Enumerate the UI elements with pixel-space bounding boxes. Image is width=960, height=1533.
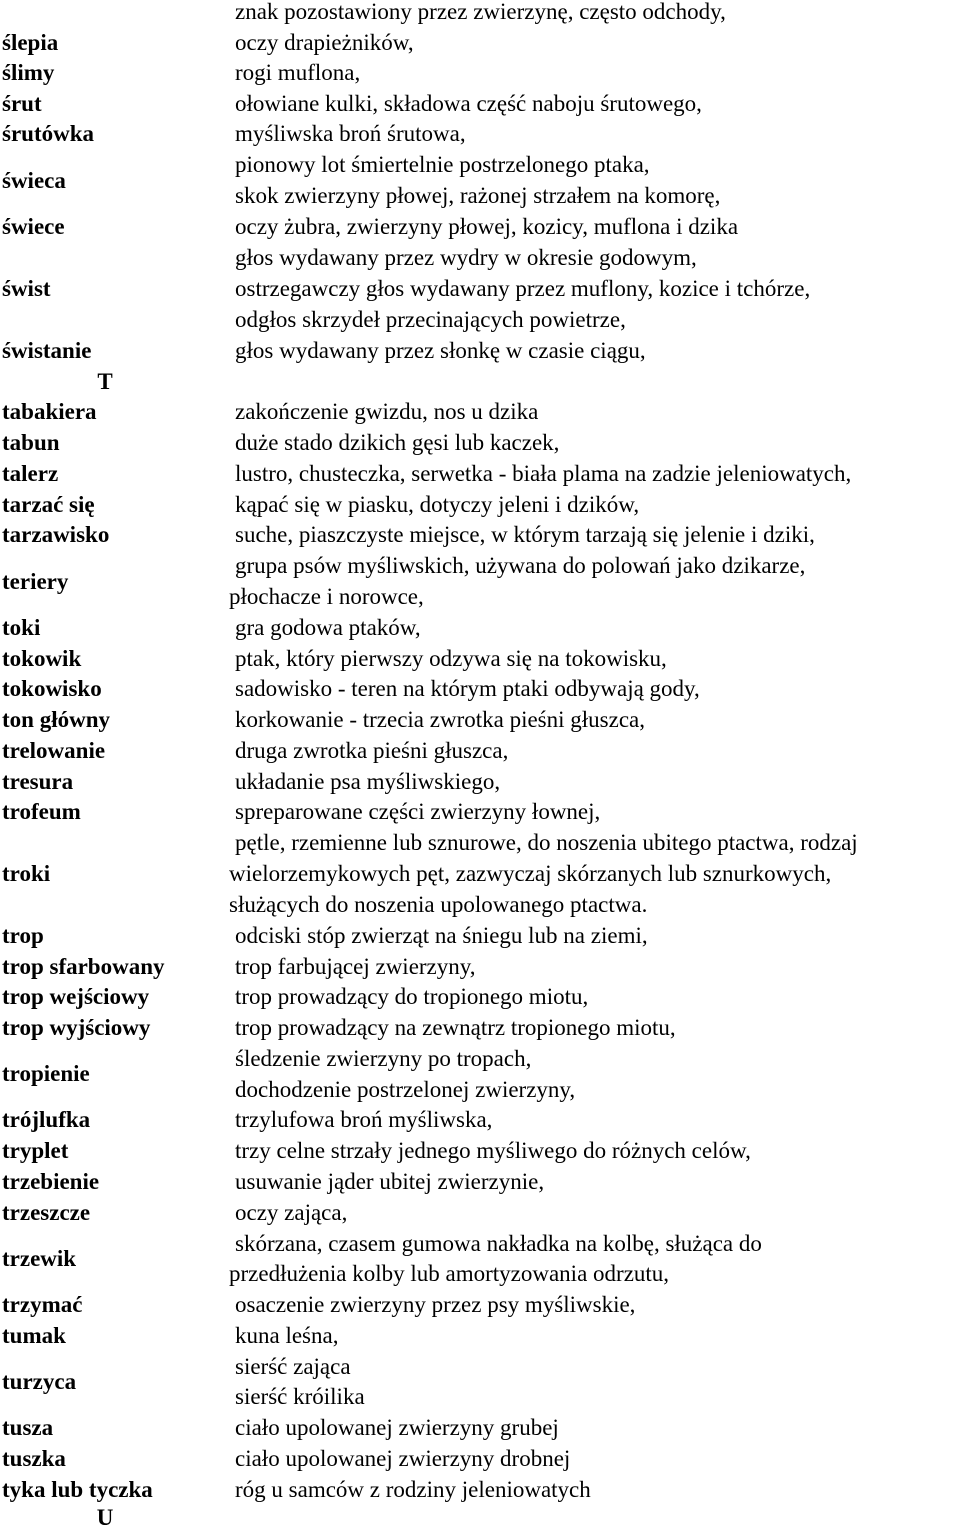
term: turzyca bbox=[2, 1369, 77, 1394]
definition: przedłużenia kolby lub amortyzowania odrzutu, bbox=[229, 1261, 670, 1286]
definition: układanie psa myśliwskiego, bbox=[235, 769, 501, 794]
definition: trzylufowa broń myśliwska, bbox=[235, 1107, 493, 1132]
definition: rogi muflona, bbox=[235, 60, 361, 85]
definition: oczy drapieżników, bbox=[235, 30, 414, 55]
definition: ołowiane kulki, składowa część naboju śrutowego, bbox=[235, 91, 702, 116]
definition: sadowisko - teren na którym ptaki odbywają gody, bbox=[235, 676, 700, 701]
term: tabun bbox=[2, 430, 60, 455]
definition: oczy zająca, bbox=[235, 1200, 348, 1225]
term: tokowisko bbox=[2, 676, 102, 701]
definition: odciski stóp zwierząt na śniegu lub na ziemi, bbox=[235, 923, 648, 948]
term: tryplet bbox=[2, 1138, 69, 1163]
term: tropienie bbox=[2, 1061, 90, 1086]
term: świece bbox=[2, 214, 65, 239]
section-letter: U bbox=[96, 1505, 114, 1530]
term: trzebienie bbox=[2, 1169, 100, 1194]
definition: oczy żubra, zwierzyny płowej, kozicy, muflona i dzika bbox=[235, 214, 739, 239]
definition: wielorzemykowych pęt, zazwyczaj skórzanych lub sznurkowych, bbox=[229, 861, 832, 886]
term: śrut bbox=[2, 91, 42, 116]
definition: kuna leśna, bbox=[235, 1323, 339, 1348]
definition: pionowy lot śmiertelnie postrzelonego ptaka, bbox=[235, 152, 650, 177]
term: tokowik bbox=[2, 646, 82, 671]
definition: sierść króilika bbox=[235, 1384, 365, 1409]
definition: trop prowadzący na zewnątrz tropionego miotu, bbox=[235, 1015, 676, 1040]
term: teriery bbox=[2, 569, 69, 594]
term: śrutówka bbox=[2, 121, 95, 146]
definition: służących do noszenia upolowanego ptactwa. bbox=[229, 892, 648, 917]
term: świeca bbox=[2, 168, 66, 193]
term: ślimy bbox=[2, 60, 55, 85]
term: trelowanie bbox=[2, 738, 106, 763]
term: trop wejściowy bbox=[2, 984, 150, 1009]
section-letter: T bbox=[97, 369, 113, 394]
definition: myśliwska broń śrutowa, bbox=[235, 121, 466, 146]
definition: głos wydawany przez wydry w okresie godowym, bbox=[235, 245, 697, 270]
term: tarzawisko bbox=[2, 522, 110, 547]
term: troki bbox=[2, 861, 51, 886]
definition: ostrzegawczy głos wydawany przez muflony, kozice i tchórze, bbox=[235, 276, 811, 301]
term: tuszka bbox=[2, 1446, 66, 1471]
definition: kąpać się w piasku, dotyczy jeleni i dzików, bbox=[235, 492, 640, 517]
term: świstanie bbox=[2, 338, 92, 363]
definition: usuwanie jąder ubitej zwierzynie, bbox=[235, 1169, 545, 1194]
definition: śledzenie zwierzyny po tropach, bbox=[235, 1046, 532, 1071]
term: talerz bbox=[2, 461, 59, 486]
definition: róg u samców z rodziny jeleniowatych bbox=[235, 1477, 591, 1502]
definition: odgłos skrzydeł przecinających powietrze, bbox=[235, 307, 626, 332]
definition: trzy celne strzały jednego myśliwego do różnych celów, bbox=[235, 1138, 751, 1163]
definition: druga zwrotka pieśni głuszca, bbox=[235, 738, 509, 763]
definition: sierść zająca bbox=[235, 1354, 351, 1379]
term: ślepia bbox=[2, 30, 59, 55]
definition: duże stado dzikich gęsi lub kaczek, bbox=[235, 430, 560, 455]
term: tusza bbox=[2, 1415, 54, 1440]
definition: korkowanie - trzecia zwrotka pieśni głuszca, bbox=[235, 707, 645, 732]
definition: ciało upolowanej zwierzyny drobnej bbox=[235, 1446, 571, 1471]
term: trzewik bbox=[2, 1246, 77, 1271]
term: trofeum bbox=[2, 799, 81, 824]
definition: ciało upolowanej zwierzyny grubej bbox=[235, 1415, 559, 1440]
definition: trop prowadzący do tropionego miotu, bbox=[235, 984, 589, 1009]
definition: głos wydawany przez słonkę w czasie ciągu, bbox=[235, 338, 646, 363]
definition: grupa psów myśliwskich, używana do polowań jako dzikarze, bbox=[235, 553, 806, 578]
definition: zakończenie gwizdu, nos u dzika bbox=[235, 399, 539, 424]
term: trop wyjściowy bbox=[2, 1015, 151, 1040]
term: tumak bbox=[2, 1323, 66, 1348]
definition: ptak, który pierwszy odzywa się na tokowisku, bbox=[235, 646, 667, 671]
definition: skok zwierzyny płowej, rażonej strzałem na komorę, bbox=[235, 183, 721, 208]
definition: znak pozostawiony przez zwierzynę, często odchody, bbox=[235, 0, 726, 24]
term: tresura bbox=[2, 769, 74, 794]
term: świst bbox=[2, 276, 51, 301]
definition: spreparowane części zwierzyny łownej, bbox=[235, 799, 601, 824]
definition: osaczenie zwierzyny przez psy myśliwskie, bbox=[235, 1292, 636, 1317]
term: tarzać się bbox=[2, 492, 95, 517]
definition: płochacze i norowce, bbox=[229, 584, 424, 609]
term: trójlufka bbox=[2, 1107, 91, 1132]
term: tabakiera bbox=[2, 399, 97, 424]
term: trop sfarbowany bbox=[2, 954, 165, 979]
term: trop bbox=[2, 923, 44, 948]
definition: dochodzenie postrzelonej zwierzyny, bbox=[235, 1077, 576, 1102]
term: toki bbox=[2, 615, 41, 640]
term: tyka lub tyczka bbox=[2, 1477, 153, 1502]
term: ton główny bbox=[2, 707, 110, 732]
definition: gra godowa ptaków, bbox=[235, 615, 421, 640]
definition: trop farbującej zwierzyny, bbox=[235, 954, 476, 979]
definition: lustro, chusteczka, serwetka - biała plama na zadzie jeleniowatych, bbox=[235, 461, 852, 486]
term: trzeszcze bbox=[2, 1200, 91, 1225]
definition: suche, piaszczyste miejsce, w którym tarzają się jelenie i dziki, bbox=[235, 522, 815, 547]
definition: skórzana, czasem gumowa nakładka na kolbę, służąca do bbox=[235, 1231, 762, 1256]
term: trzymać bbox=[2, 1292, 83, 1317]
definition: pętle, rzemienne lub sznurowe, do noszenia ubitego ptactwa, rodzaj bbox=[235, 830, 858, 855]
